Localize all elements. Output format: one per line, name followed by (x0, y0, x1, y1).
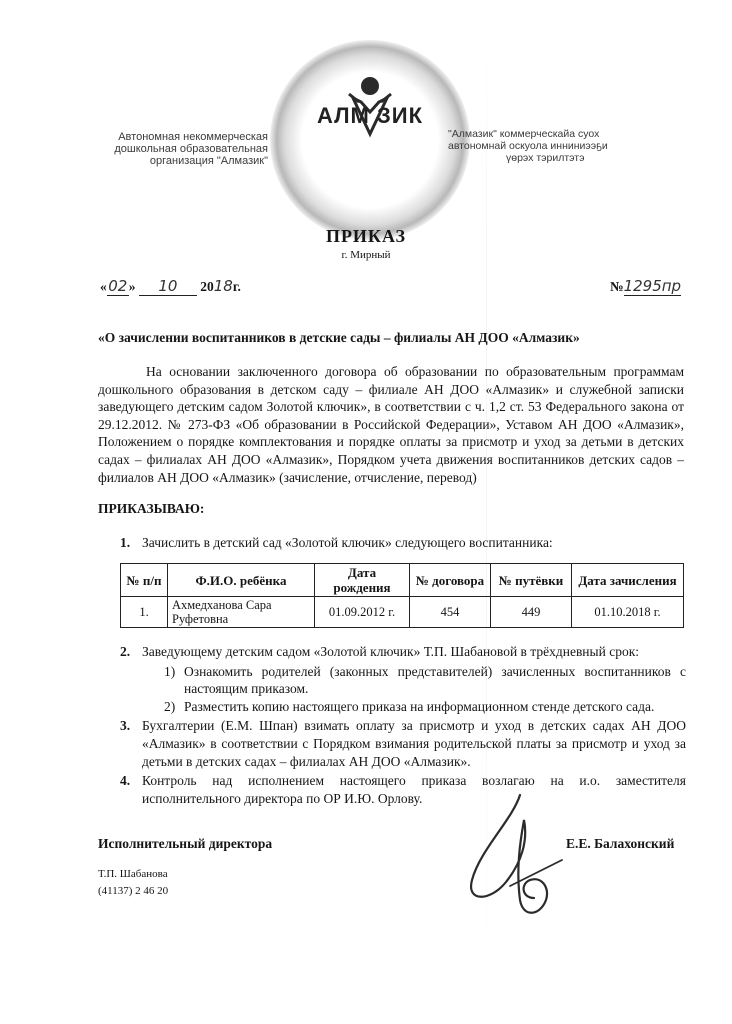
date-year-suffix: 18 (213, 277, 233, 295)
cell-contract: 454 (410, 597, 491, 628)
date-quote-close: » (128, 279, 136, 294)
date-year-end: г. (232, 279, 241, 294)
item-text: Бухгалтерии (Е.М. Шпан) взимать оплату за присмотр и уход в детских садах АН ДОО «Алмазик» в соответствии с Порядком взимания родительской платы за присмотр и уход за детьми в детских садах – филиалах АН ДОО «Алмазик». (142, 718, 686, 769)
item-number: 3. (120, 718, 131, 734)
order-item-1 (120, 535, 553, 551)
col-header-index: № п/п (121, 564, 168, 597)
number-sign: № (610, 279, 624, 294)
handwritten-signature (450, 790, 590, 930)
item-number: 2. (120, 644, 131, 659)
subitem-text: Ознакомить родителей (законных представителей) зачисленных воспитанников с настоящим приказом. (184, 663, 686, 697)
order-item-3 (120, 717, 686, 770)
signer-position: Исполнительный директора (98, 836, 273, 851)
item-text: Контроль над исполнением настоящего приказа возлагаю на и.о. заместителя исполнительного директора по ОР И.Ю. Орлову. (142, 773, 686, 806)
order-date (100, 277, 241, 296)
org-name-russian (90, 131, 268, 167)
date-quote-open: « (100, 279, 107, 294)
order-item-4 (120, 772, 686, 807)
number-value: 1295пр (623, 277, 682, 295)
org-name-line: "Алмазик" коммерческайа суох (448, 128, 600, 140)
order-subject: «О зачислении воспитанников в детские сады – филиалы АН ДОО «Алмазик» (98, 330, 580, 345)
subitem-number: 1) (164, 663, 176, 679)
cell-child-name: Ахмедханова Сара Руфетовна (168, 597, 315, 628)
col-header-contract: № договора (410, 564, 491, 597)
subitem-number: 2) (164, 698, 176, 714)
org-name-yakut (448, 128, 658, 164)
order-subitem-1 (164, 663, 686, 698)
org-name-line: дошкольная образовательная (114, 143, 268, 155)
order-subitem-2 (164, 698, 686, 716)
cell-enroll-date: 01.10.2018 г. (572, 597, 684, 628)
date-day: 02 (108, 277, 128, 295)
table-row (121, 597, 684, 628)
date-month: 10 (139, 277, 197, 296)
city-line: г. Мирный (341, 249, 391, 261)
executor-info (98, 866, 168, 900)
org-name-line: үөрэх тэрилтэтэ (506, 152, 585, 164)
col-header-name: Ф.И.О. ребёнка (168, 564, 315, 597)
date-year-prefix: 20 (200, 279, 214, 294)
item-text: Заведующему детским садом «Золотой ключик» Т.П. Шабановой в трёхдневный срок: (142, 644, 640, 659)
order-item-2 (120, 643, 686, 661)
executor-name: Т.П. Шабанова (98, 868, 168, 880)
col-header-voucher: № путёвки (491, 564, 572, 597)
org-name-line: автономнай оскуола инниниээҕи (448, 140, 608, 152)
logo-wordmark: АЛМ ЗИК (316, 103, 424, 128)
col-header-birthdate: Дата рождения (315, 564, 410, 597)
enrollment-table (120, 563, 684, 628)
col-header-enroll-date: Дата зачисления (572, 564, 684, 597)
table-header-row (121, 564, 684, 597)
order-number (610, 277, 681, 296)
executor-phone: (41137) 2 46 20 (98, 885, 169, 897)
item-number: 1. (120, 535, 131, 550)
document-title: ПРИКАЗ (325, 226, 407, 246)
order-directive-heading: ПРИКАЗЫВАЮ: (98, 501, 205, 516)
cell-birthdate: 01.09.2012 г. (315, 597, 410, 628)
item-text: Зачислить в детский сад «Золотой ключик» следующего воспитанника: (142, 535, 553, 550)
org-name-line: организация "Алмазик" (149, 155, 268, 167)
org-name-line: Автономная некоммерческая (118, 131, 268, 143)
cell-voucher: 449 (491, 597, 572, 628)
order-items (120, 643, 686, 809)
cell-index: 1. (121, 597, 168, 628)
item-number: 4. (120, 773, 131, 789)
signer-name: Е.Е. Балахонский (566, 836, 675, 851)
subitem-text: Разместить копию настоящего приказа на информационном стенде детского сада. (184, 698, 655, 714)
order-basis-paragraph: На основании заключенного договора об образовании по образовательным программам дошкольного образования в детском саду – филиале АН ДОО «Алмазик» и служебной записки заведующего детским садом Золотой ключик», в соответствии с ч. 1,2 ст. 53 Федерального закона от 29.12.2012. № 273-ФЗ «Об образовании в Российской Федерации», Уставом АН ДОО «Алмазик», Положением о порядке комплектования и порядке оплаты за присмотр и уход за детьми в детских садах – филиалах АН ДОО «Алмазик», Порядком учета движения воспитанников детских садов – филиалов АН ДОО «Алмазик» (зачисление, отчисление, перевод) (98, 364, 684, 485)
